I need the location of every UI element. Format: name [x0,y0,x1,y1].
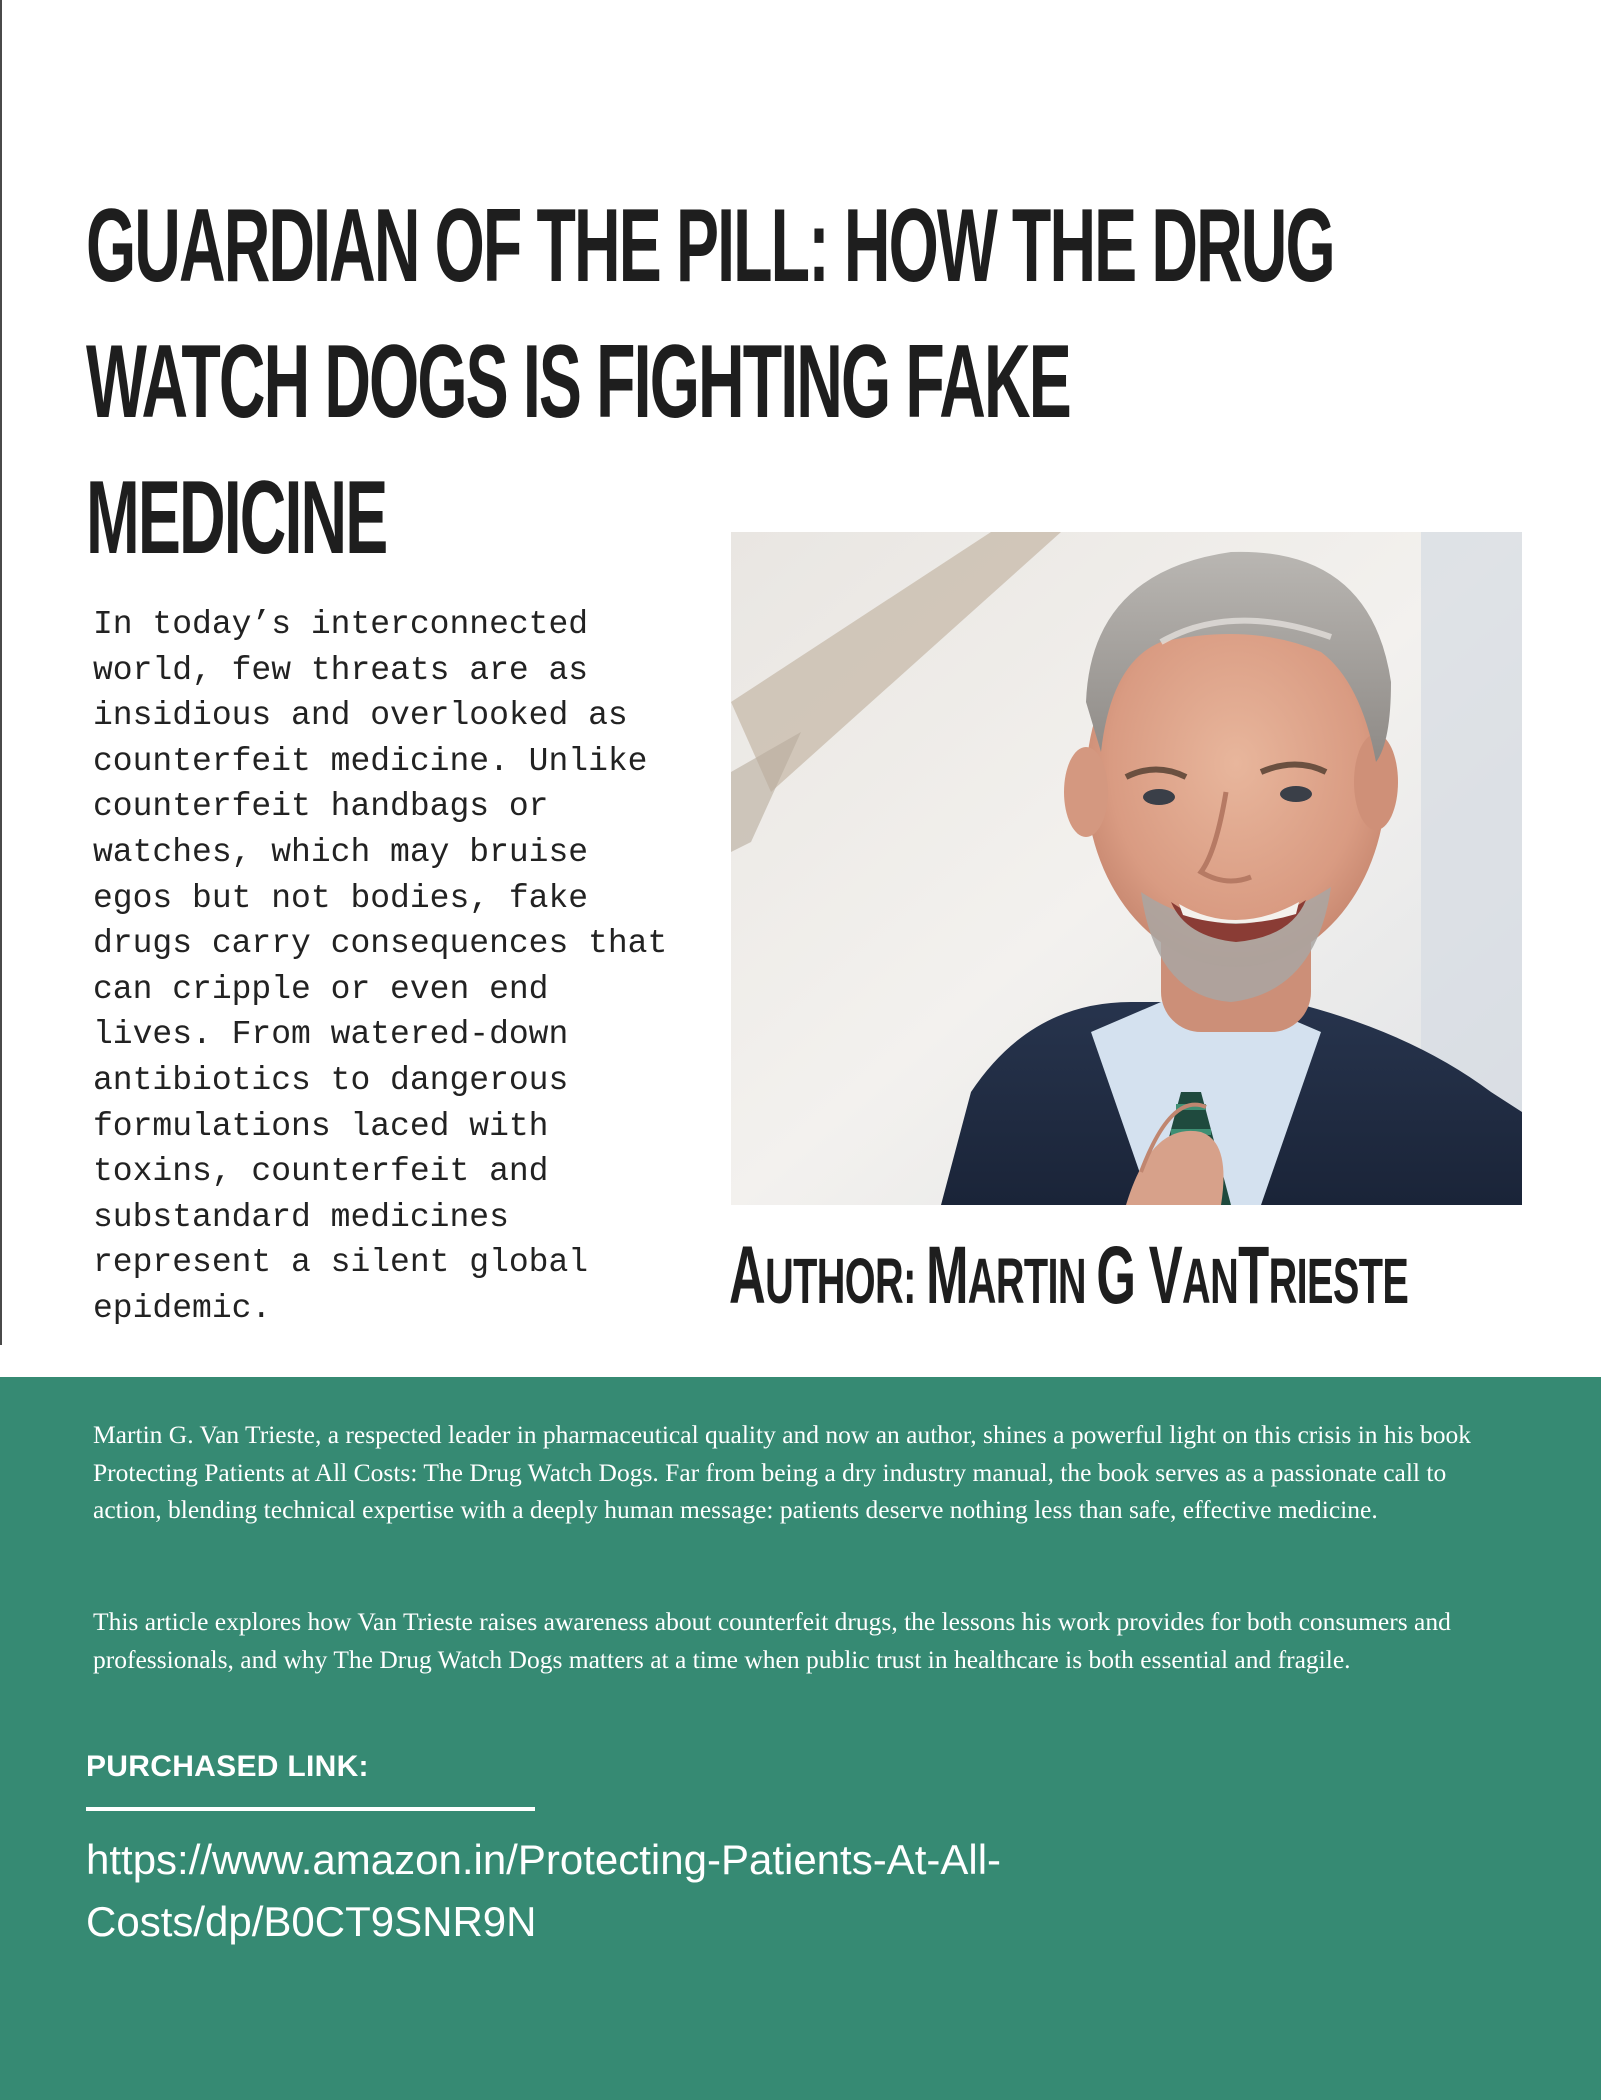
purchase-link-divider [86,1807,535,1811]
author-portrait-image [731,532,1522,1205]
article-summary-section [0,1377,1601,2100]
article-headline [86,178,1334,586]
purchase-link[interactable] [86,1829,1386,1953]
author-credit: AUTHOR: MARTIN G VANTRIESTE [729,1230,1409,1321]
purchase-link-label: PURCHASED LINK: [86,1750,369,1783]
author-photo [731,532,1522,1205]
article-paragraph-2: This article explores how Van Trieste raises awareness about counterfeit drugs, the lessons his work provides for both consumers and professionals, and why The Drug Watch Dogs matters at a time when public trust in healthcare is both essential and fragile. [93,1607,1451,1674]
headline-line: MEDICINE [86,460,387,576]
purchase-link-line-1: https://www.amazon.in/Protecting-Patients-At-All- [86,1836,1002,1883]
intro-paragraph: In today’s interconnected world, few threats are as insidious and overlooked as counterfeit medicine. Unlike counterfeit handbags or watches, which may bruise egos but not bodies, fake drugs carry consequences that can cripple or even end lives. From watered-down antibiotics to dangerous formulations laced with toxins, counterfeit and substandard medicines represent a silent global epidemic. [93,606,668,1327]
page-edge-line [0,0,2,1345]
article-paragraph-1: Martin G. Van Trieste, a respected leader in pharmaceutical quality and now an author, shines a powerful light on this crisis in his book Protecting Patients at All Costs: The Drug Watch Dogs. Far from being a dry industry manual, the book serves as a passionate call to action, blending technical expertise with a deeply human message: patients deserve nothing less than safe, effective medicine. [93,1420,1472,1524]
purchase-link-line-2: Costs/dp/B0CT9SNR9N [86,1898,537,1945]
headline-line: GUARDIAN OF THE PILL: HOW THE DRUG [86,188,1334,304]
headline-line: WATCH DOGS IS FIGHTING FAKE [86,324,1070,440]
